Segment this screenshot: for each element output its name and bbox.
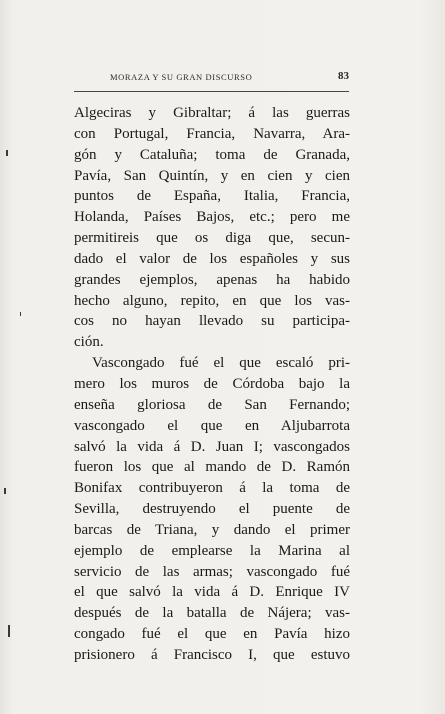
running-head: MORAZA Y SU GRAN DISCURSO (110, 72, 253, 82)
text-line: barcas de Triana, y dando el primer (74, 521, 350, 538)
text-line: el que salvó la vida á D. Enrique IV (74, 584, 350, 601)
text-line: ejemplo de emplearse la Marina al (74, 542, 350, 559)
text-line: Bonifax contribuyeron á la toma de (74, 480, 350, 497)
text-line: hecho alguno, repito, en que los vas- (74, 292, 350, 309)
text-line: prisionero á Francisco I, que estuvo (74, 646, 350, 663)
text-line: ción. (74, 334, 104, 351)
text-line: fueron los que al mando de D. Ramón (74, 459, 350, 476)
margin-mark (20, 312, 21, 316)
margin-mark (6, 150, 8, 156)
text-line: salvó la vida á D. Juan I; vascongados (74, 438, 350, 455)
text-line: Vascongado fué el que escaló pri- (92, 355, 350, 372)
page-number: 83 (338, 70, 349, 82)
margin-mark (4, 488, 6, 494)
text-line: congado fué el que en Pavía hizo (74, 626, 350, 643)
text-line: Holanda, Países Bajos, etc.; pero me (74, 209, 350, 226)
text-line: servicio de las armas; vascongado fué (74, 563, 350, 580)
header-rule (74, 91, 349, 92)
body-text (74, 103, 350, 666)
text-line: Pavía, San Quintín, y en cien y cien (74, 167, 350, 184)
text-line: grandes ejemplos, apenas ha habido (74, 271, 350, 288)
text-line: dado el valor de los españoles y sus (74, 250, 350, 267)
text-line: enseña gloriosa de San Fernando; (74, 396, 350, 413)
text-line: vascongado el que en Aljubarrota (74, 417, 350, 434)
margin-mark (8, 625, 10, 637)
text-line: permitireis que os diga que, secun- (74, 230, 350, 247)
text-line: Algeciras y Gibraltar; á las guerras (74, 105, 350, 121)
text-line: mero los muros de Córdoba bajo la (74, 375, 350, 392)
page-header (74, 70, 349, 88)
text-line: con Portugal, Francia, Navarra, Ara- (74, 125, 350, 142)
text-line: puntos de España, Italia, Francia, (74, 188, 350, 205)
text-line: Sevilla, destruyendo el puente de (74, 501, 350, 518)
text-line: cos no hayan llevado su participa- (74, 313, 350, 330)
text-line: después de la batalla de Nájera; vas- (74, 605, 350, 622)
text-line: gón y Cataluña; toma de Granada, (74, 146, 350, 163)
